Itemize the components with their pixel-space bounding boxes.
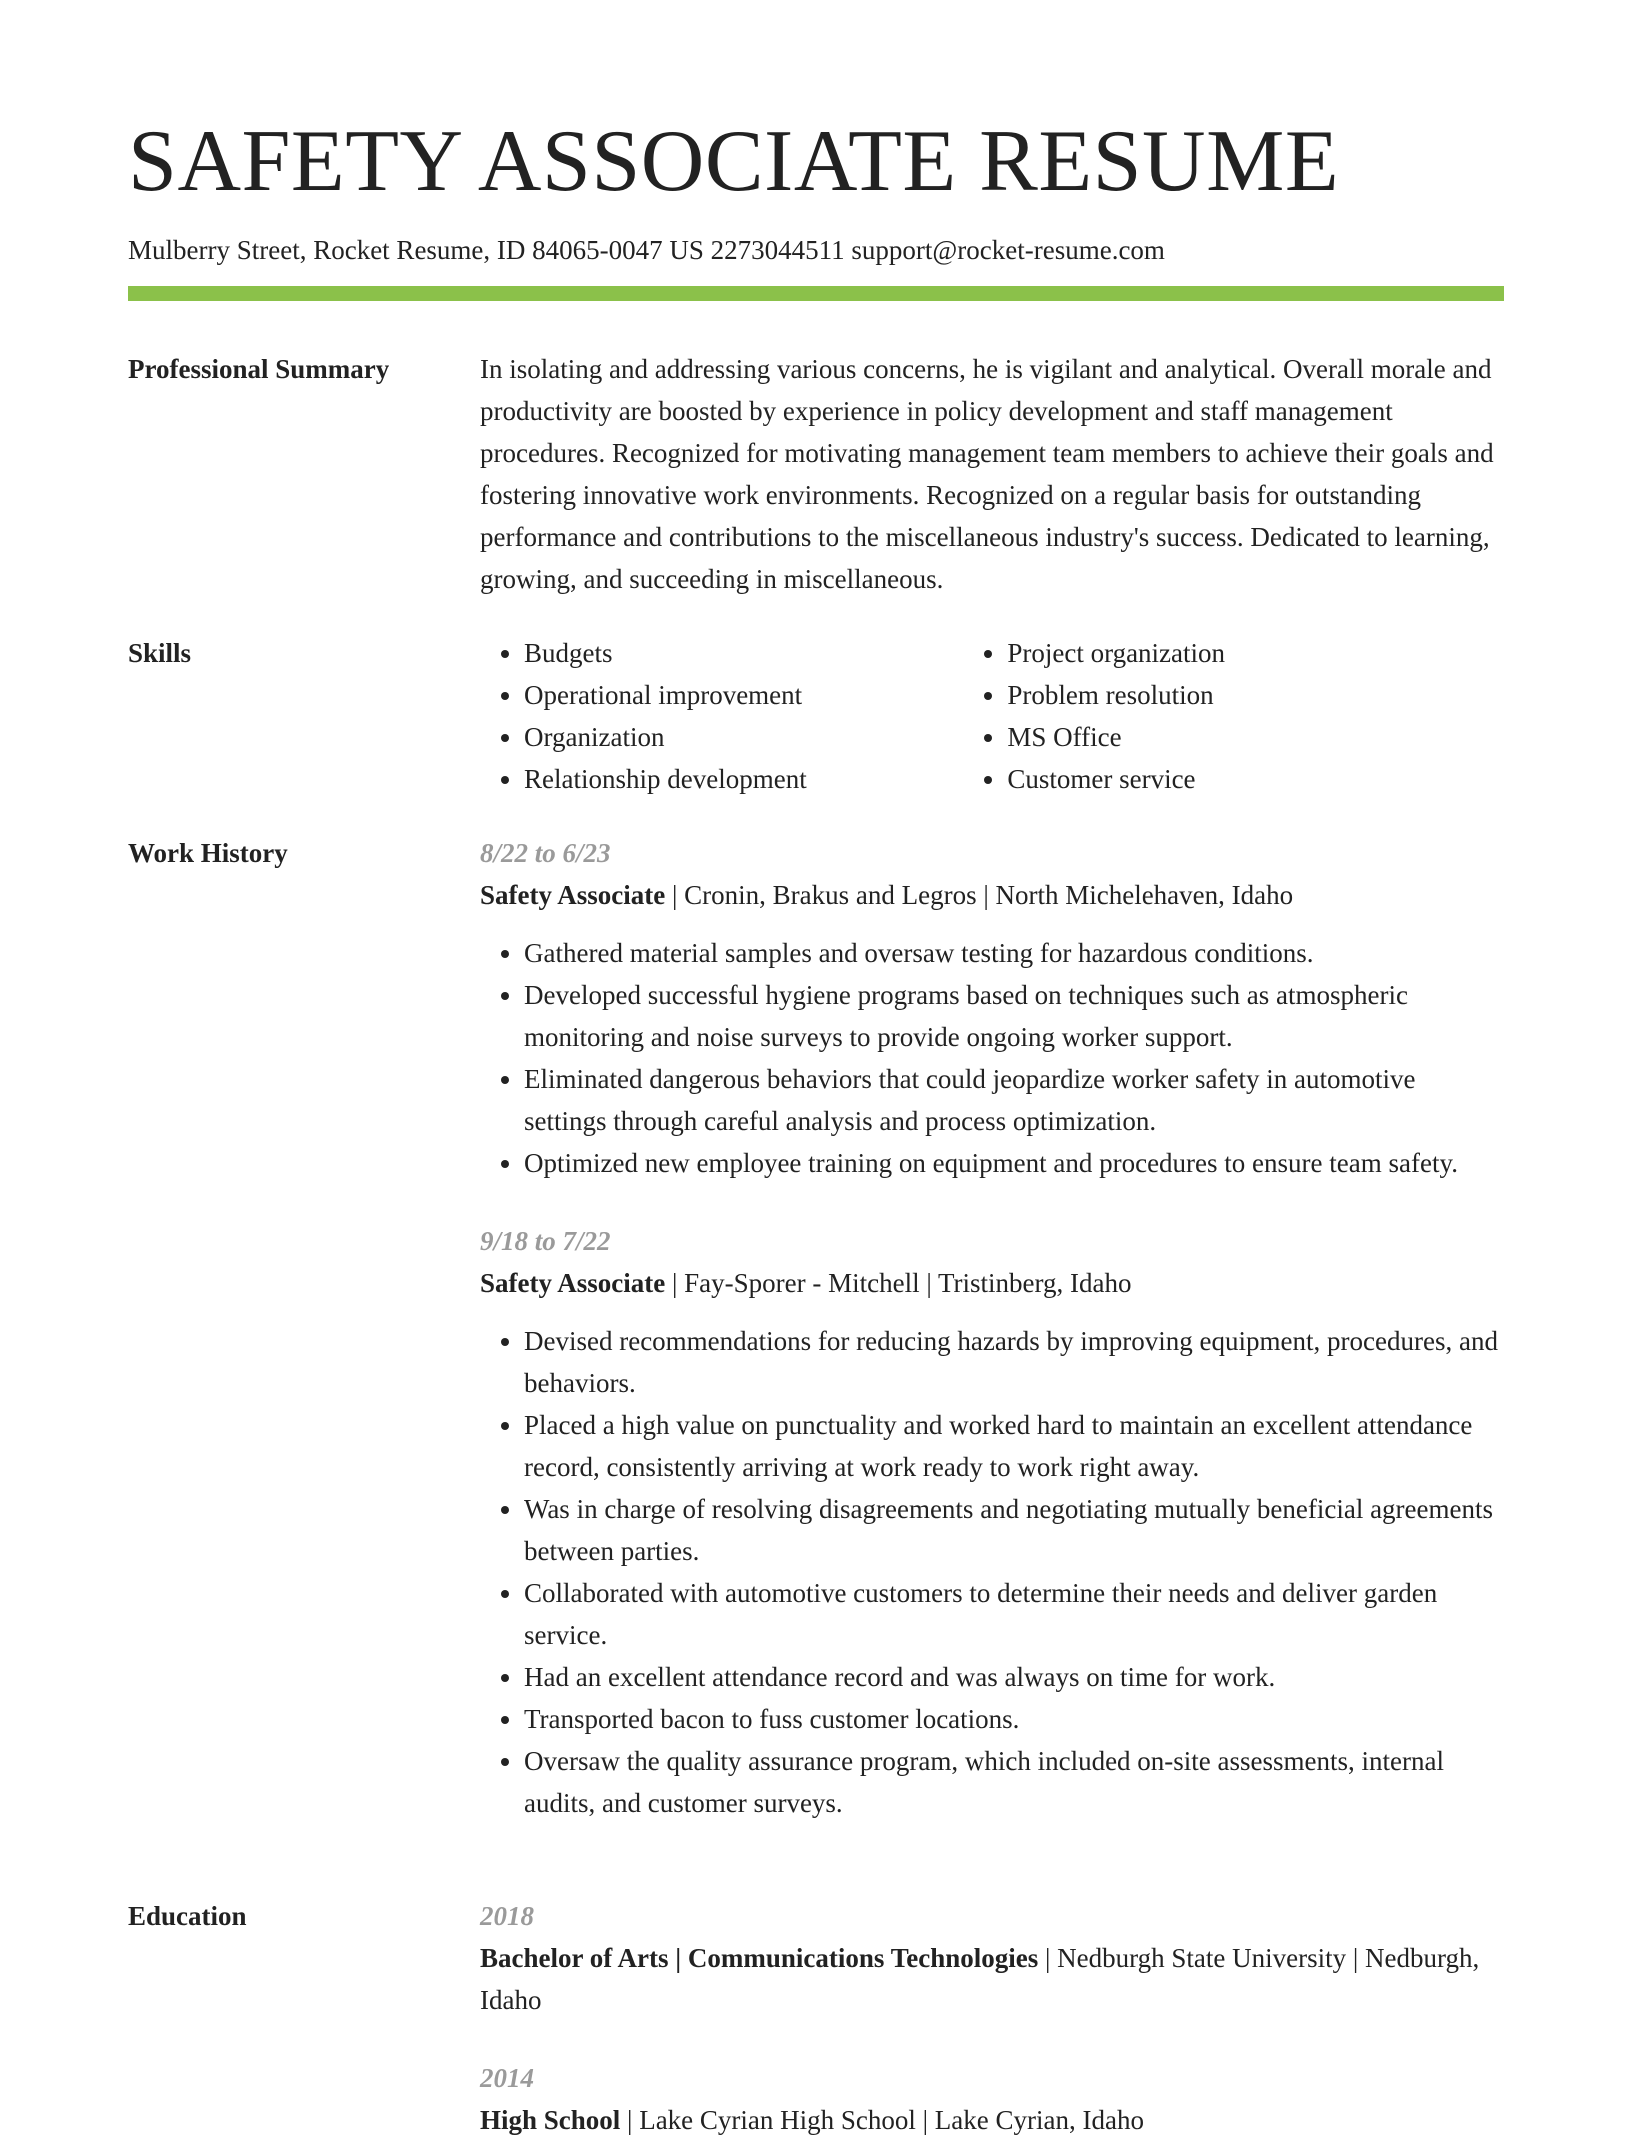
education-degree: High School	[480, 2105, 621, 2135]
work-history-label: Work History	[128, 838, 288, 868]
job-bullets	[480, 1320, 1504, 1824]
job-dates: 9/18 to 7/22	[480, 1226, 611, 1256]
education-year: 2018	[480, 1901, 534, 1931]
education-label: Education	[128, 1901, 247, 1931]
job-heading	[480, 874, 1504, 916]
job-title: Safety Associate	[480, 880, 666, 910]
skill-item: • Customer service	[1007, 758, 1504, 800]
job-dates: 8/22 to 6/23	[480, 838, 611, 868]
skills-section	[128, 632, 1504, 802]
education-year: 2014	[480, 2063, 534, 2093]
education-heading	[480, 1937, 1504, 2021]
skills-list-right	[963, 632, 1504, 800]
education-section	[128, 1895, 1504, 2135]
job-details: | Fay-Sporer - Mitchell | Tristinberg, Idaho	[665, 1268, 1132, 1298]
skills-list-left	[480, 632, 963, 800]
job-bullet: • Placed a high value on punctuality and worked hard to maintain an excellent attendance record, consistently arriving at work ready to work right away.	[524, 1404, 1504, 1488]
skill-item: • Operational improvement	[524, 674, 963, 716]
job-bullet: • Was in charge of resolving disagreements and negotiating mutually beneficial agreements between parties.	[524, 1488, 1504, 1572]
job-bullet: • Had an excellent attendance record and was always on time for work.	[524, 1656, 1504, 1698]
education-entry	[480, 2057, 1504, 2141]
skill-item: • MS Office	[1007, 716, 1504, 758]
education-details: | Nedburgh State University | Nedburgh, Idaho	[480, 1943, 1480, 2015]
job-entry	[480, 1220, 1504, 1824]
skill-item: • Relationship development	[524, 758, 963, 800]
job-bullet: • Collaborated with automotive customers to determine their needs and deliver garden service.	[524, 1572, 1504, 1656]
job-bullets	[480, 932, 1504, 1184]
skills-columns	[480, 632, 1504, 800]
education-entry	[480, 1895, 1504, 2021]
skill-item: • Organization	[524, 716, 963, 758]
job-bullet: • Oversaw the quality assurance program, which included on-site assessments, internal audits, and customer surveys.	[524, 1740, 1504, 1824]
summary-text: In isolating and addressing various concerns, he is vigilant and analytical. Overall morale and productivity are boosted by experience in policy development and staff management procedures. Recognized for motivating management team members to achieve their goals and fostering innovative work environments. Recognized on a regular basis for outstanding performance and contributions to the miscellaneous industry's success. Dedicated to learning, growing, and succeeding in miscellaneous.	[480, 354, 1494, 594]
skills-label: Skills	[128, 638, 192, 668]
job-bullet: • Optimized new employee training on equipment and procedures to ensure team safety.	[524, 1142, 1504, 1184]
job-details: | Cronin, Brakus and Legros | North Michelehaven, Idaho	[665, 880, 1294, 910]
job-bullet: • Transported bacon to fuss customer locations.	[524, 1698, 1504, 1740]
education-degree: Bachelor of Arts | Communications Technologies	[480, 1943, 1039, 1973]
header-divider	[128, 286, 1504, 301]
job-bullet: • Gathered material samples and oversaw testing for hazardous conditions.	[524, 932, 1504, 974]
education-heading	[480, 2099, 1504, 2141]
skill-item: • Budgets	[524, 632, 963, 674]
job-title: Safety Associate	[480, 1268, 666, 1298]
job-bullet: • Eliminated dangerous behaviors that could jeopardize worker safety in automotive settings through careful analysis and process optimization.	[524, 1058, 1504, 1142]
job-entry	[480, 832, 1504, 1184]
resume-title: SAFETY ASSOCIATE RESUME	[128, 113, 1340, 210]
work-history-section	[128, 832, 1504, 1862]
summary-label: Professional Summary	[128, 354, 390, 384]
job-bullet: • Devised recommendations for reducing hazards by improving equipment, procedures, and behaviors.	[524, 1320, 1504, 1404]
summary-section	[128, 348, 1504, 598]
job-heading	[480, 1262, 1504, 1304]
skill-item: • Problem resolution	[1007, 674, 1504, 716]
education-details: | Lake Cyrian High School | Lake Cyrian, Idaho	[620, 2105, 1144, 2135]
contact-line: Mulberry Street, Rocket Resume, ID 84065-0047 US 2273044511 support@rocket-resume.com	[128, 235, 1165, 265]
skill-item: • Project organization	[1007, 632, 1504, 674]
job-bullet: • Developed successful hygiene programs based on techniques such as atmospheric monitoring and noise surveys to provide ongoing worker support.	[524, 974, 1504, 1058]
